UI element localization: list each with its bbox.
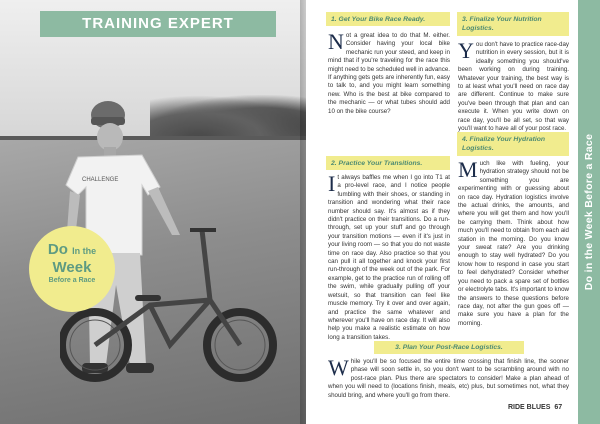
section-1-body: Not a great idea to do that M. either. Consider having your local bike mechanic run your steed, and keep in mind that if you're traveling for the race this might need to be scheduled well in advance. If anything gets gets are inherently fun, easy to talk to, and you might learn something new. Who is the best at bike compared to the mechanic — or what tubes should add 10 on the bike course? [328, 29, 450, 115]
dropcap-5: M [458, 157, 478, 182]
badge-line3: Before a Race [48, 277, 96, 284]
badge-line1: Do [47, 241, 68, 258]
dropcap-1: N [328, 29, 344, 54]
heading-4-hydration: 4. Finalize Your Hydration Logistics. [457, 132, 569, 156]
section-2-body: It always baffles me when I go into T1 at a pro-level race, and I notice people fumbling with their shoes, or standing in transition and wondering what their race number should say. It's almost as if they didn't practice on their transitions. Do a run-through, set up your stuff and go through your transition motions — even if it's just in your living room — so that you do not waste time on race day. Also practice so that you can pull it all together and knock your first run-through of the week out of the park. For example, get to the practice run of rolling off the swim, while gradually pulling off your wetsuit, so that transition can feel like muscle memory. Try it over and over again, and practice the same whatever and wherever you'll have on race day. It will also help you make a realistic estimate on how long a transition takes. [328, 171, 450, 341]
shirt-print: CHALLENGE [82, 177, 119, 183]
section-title-bar [40, 11, 276, 37]
heading-1: 1. Get Your Bike Race Ready. [326, 12, 450, 26]
side-title: Do in the Week Before a Race [583, 133, 595, 291]
page-footer [508, 404, 562, 411]
section-hydration-body: Much like with fueling, your hydration strategy should not be something you are experimenting with or guessing about on race day. Hydration logistics involve the actual drinks, the amounts, and where you will get them and how you'll be carrying them. Think about how much you'll need to obtain from each aid station in the morning. Do you know your sweat rate? Are you drinking enough to stay well hydrated? Do you know how to respond in case you start to feel dehydrated? Consider whether you need to pack a spare set of bottles or electrolyte tabs. It's important to know the answers to these questions before race day, not after the gun goes off — make sure you have a plan for the morning. [458, 157, 569, 327]
heading-3-nutrition: 3. Finalize Your Nutrition Logistics. [457, 12, 569, 36]
dropcap-2: I [328, 171, 336, 196]
dropcap-4: Y [458, 38, 474, 63]
page-number: 67 [554, 404, 563, 411]
section-post-race-body: While you'll be so focused the entire time crossing that finish line, the sooner phase will soon settle in, so you don't want to be scrambling around with no post-race plan. Plus there are spectators to consider! Make a plan ahead of when you will need to (locations finish, meals, etc) plus, but sometimes not, what they should bring, and where you'll go from there. [328, 355, 569, 399]
section-title: TRAINING EXPERT [82, 15, 234, 32]
dropcap-3: W [328, 355, 349, 380]
badge-line1-small: In the [72, 246, 97, 256]
heading-2: 2. Practice Your Transitions. [326, 156, 450, 170]
title-badge [29, 226, 115, 312]
badge-line2: Week [52, 259, 92, 276]
footer-brand: RIDE BLUES [508, 404, 551, 411]
section-nutrition-body: You don't have to practice race-day nutrition in every session, but it is ideally something you should've been working on during training. Whatever your training, the best way is to at least what you'll need on race day are different. Continue to make sure you've been through that plan and can execute it. When you write down on race day, you'll be all set, so that way you'll want to have all of your post race. [458, 38, 569, 133]
heading-3-post-race: 3. Plan Your Post-Race Logistics. [374, 341, 524, 354]
